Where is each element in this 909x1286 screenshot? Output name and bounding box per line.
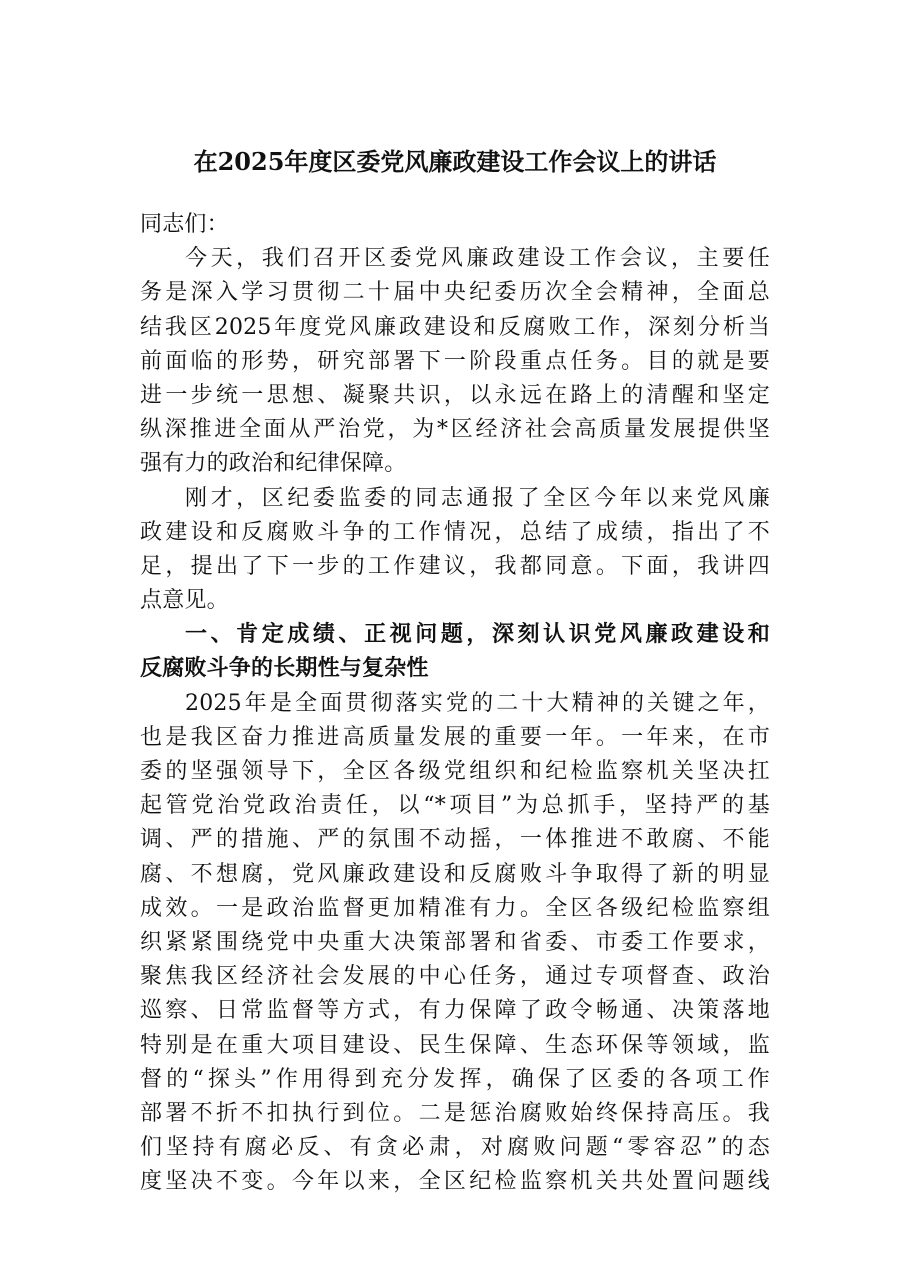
paragraph-1-line-1: 今天，我们召开区委党风廉政建设工作会议，主要任 <box>185 246 770 272</box>
paragraph-2-line-3: 足，提出了下一步的工作建议，我都同意。下面，我讲四 <box>140 553 770 579</box>
paragraph-3-line-1: 2025年是全面贯彻落实党的二十大精神的关键之年， <box>185 690 770 716</box>
paragraph-1-line-4: 前面临的形势，研究部署下一阶段重点任务。目的就是要 <box>140 348 770 374</box>
paragraph-3-line-9: 聚焦我区经济社会发展的中心任务，通过专项督查、政治 <box>140 964 770 990</box>
paragraph-3-line-11: 特别是在重大项目建设、民生保障、生态环保等领域，监 <box>140 1032 770 1058</box>
paragraph-1-line-3: 结我区2025年度党风廉政建设和反腐败工作，深刻分析当 <box>140 314 770 340</box>
section-heading-line-1: 一、肯定成绩、正视问题，深刻认识党风廉政建设和 <box>185 622 770 648</box>
paragraph-2-line-1: 刚才，区纪委监委的同志通报了全区今年以来党风廉 <box>185 485 770 511</box>
paragraph-2-line-4: 点意见。 <box>140 588 229 614</box>
paragraph-3-line-12: 督的“探头”作用得到充分发挥，确保了区委的各项工作 <box>140 1066 770 1092</box>
paragraph-3-line-15: 度坚决不变。今年以来，全区纪检监察机关共处置问题线 <box>140 1169 770 1195</box>
paragraph-3-line-7: 成效。一是政治监督更加精准有力。全区各级纪检监察组 <box>140 895 770 921</box>
paragraph-1-line-7: 强有力的政治和纪律保障。 <box>140 451 407 477</box>
section-heading-line-2: 反腐败斗争的长期性与复杂性 <box>140 656 429 682</box>
paragraph-3-line-14: 们坚持有腐必反、有贪必肃，对腐败问题“零容忍”的态 <box>140 1135 770 1161</box>
paragraph-3-line-4: 起管党治党政治责任，以“*项目”为总抓手，坚持严的基 <box>140 793 770 819</box>
paragraph-1-line-2: 务是深入学习贯彻二十届中央纪委历次全会精神，全面总 <box>140 280 770 306</box>
paragraph-3-line-6: 腐、不想腐，党风廉政建设和反腐败斗争取得了新的明显 <box>140 861 770 887</box>
paragraph-3-line-8: 织紧紧围绕党中央重大决策部署和省委、市委工作要求， <box>140 929 770 955</box>
paragraph-1-line-5: 进一步统一思想、凝聚共识，以永远在路上的清醒和坚定 <box>140 382 770 408</box>
paragraph-2-line-2: 政建设和反腐败斗争的工作情况，总结了成绩，指出了不 <box>140 519 770 545</box>
paragraph-1-line-6: 纵深推进全面从严治党，为*区经济社会高质量发展提供坚 <box>140 417 770 443</box>
paragraph-3-line-5: 调、严的措施、严的氛围不动摇，一体推进不敢腐、不能 <box>140 827 770 853</box>
paragraph-3-line-2: 也是我区奋力推进高质量发展的重要一年。一年来，在市 <box>140 724 770 750</box>
document-title: 在2025年度区委党风廉政建设工作会议上的讲话 <box>193 147 717 176</box>
paragraph-3-line-10: 巡察、日常监督等方式，有力保障了政令畅通、决策落地 <box>140 998 770 1024</box>
salutation-line: 同志们： <box>140 212 229 237</box>
paragraph-3-line-13: 部署不折不扣执行到位。二是惩治腐败始终保持高压。我 <box>140 1100 770 1126</box>
paragraph-3-line-3: 委的坚强领导下，全区各级党组织和纪检监察机关坚决扛 <box>140 759 770 784</box>
document-body <box>140 208 770 1199</box>
